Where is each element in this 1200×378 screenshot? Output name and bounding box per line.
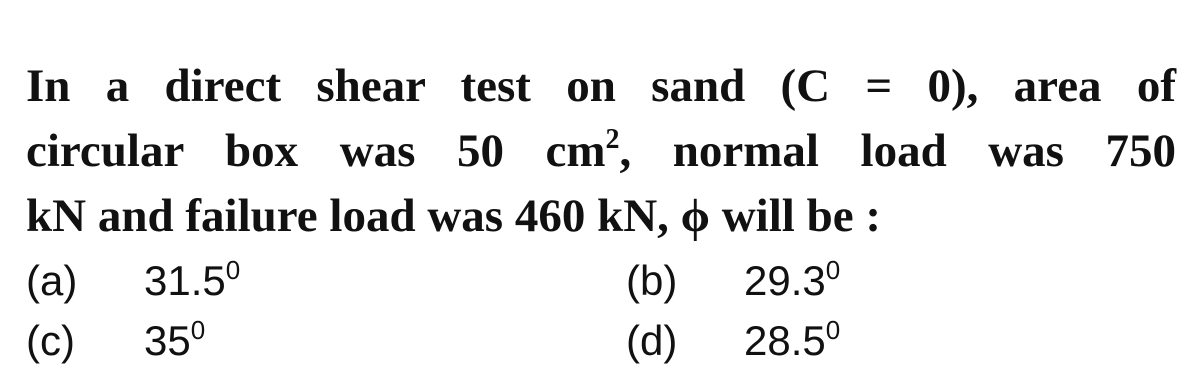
- option-b-value: 29.3: [744, 257, 826, 304]
- question-line-3: kN and failure load was 460 kN, ϕ will be :: [26, 190, 881, 242]
- area-unit-exponent: 2: [605, 124, 620, 155]
- option-c[interactable]: [26, 316, 205, 366]
- option-b[interactable]: [626, 256, 840, 306]
- question-line-2: [26, 123, 1176, 179]
- option-b-letter: (b): [626, 257, 678, 304]
- option-a-degree: 0: [225, 255, 241, 285]
- question-line-2-rest: , normal load was 750: [619, 125, 1176, 177]
- option-a[interactable]: [26, 256, 240, 306]
- question-line-2-text: circular box was 50 cm: [26, 125, 606, 177]
- option-d-value: 28.5: [744, 317, 826, 364]
- option-d[interactable]: [626, 316, 840, 366]
- option-a-value: 31.5: [144, 257, 226, 304]
- option-d-degree: 0: [825, 315, 841, 345]
- option-c-degree: 0: [190, 315, 206, 345]
- option-c-value: 35: [144, 317, 191, 364]
- option-b-degree: 0: [825, 255, 841, 285]
- option-a-letter: (a): [26, 257, 78, 304]
- option-d-letter: (d): [626, 317, 678, 364]
- question-line-1: In a direct shear test on sand (C = 0), area of: [26, 60, 1176, 112]
- option-c-letter: (c): [26, 317, 75, 364]
